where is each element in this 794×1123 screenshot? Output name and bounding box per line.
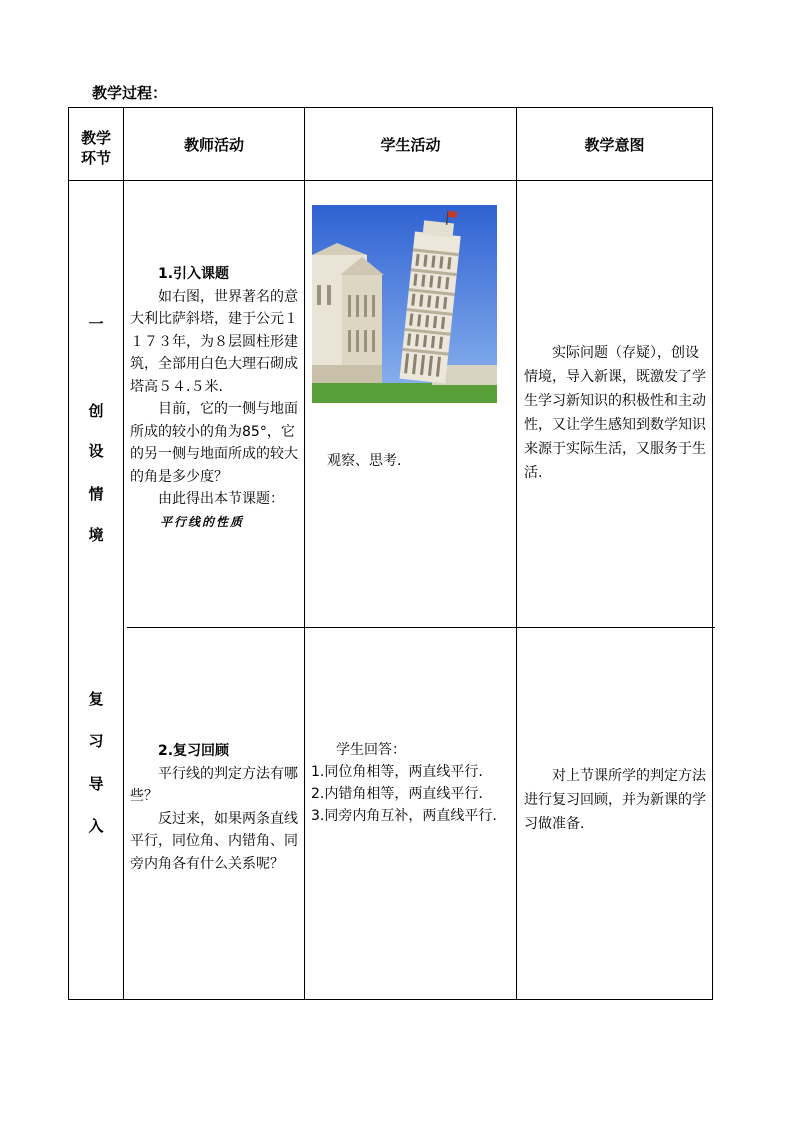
header-divider [68,180,713,181]
student-answer-item: 1.同位角相等，两直线平行. [311,764,483,780]
stage1-char: 设 [88,442,104,460]
col-divider-3 [516,107,517,1000]
row-divider [127,627,715,628]
stage1-char: 情 [88,485,104,503]
review-paragraph-2: 反过来，如果两条直线平行，同位角、内错角、同旁内角各有什么关系呢？ [130,810,298,872]
student-answer-item: 2.内错角相等，两直线平行. [311,786,483,802]
col-divider-2 [304,107,305,1000]
stage2-student-activity [311,739,516,827]
stage2-teaching-intent: 对上节课所学的判定方法进行复习回顾，并为新课的学习做准备. [524,768,706,832]
col-divider-1 [123,107,124,1000]
stage2-char: 入 [88,817,104,835]
intro-title: 1.引入课题 [158,266,230,282]
stage2-char: 导 [88,775,104,793]
leaning-tower-photo [312,205,497,403]
intro-paragraph-3: 由此得出本节课题： [158,491,284,507]
stage1-char: 创 [88,402,104,420]
review-title: 2.复习回顾 [158,743,230,759]
page-heading: 教学过程： [92,84,168,102]
stage1-student-activity: 观察、思考. [327,453,402,469]
stage2-char: 复 [88,690,104,708]
table-border-right [712,107,713,1000]
table-border-bottom [68,999,713,1000]
header-teacher-activity: 教师活动 [183,136,244,154]
stage1-char: 境 [88,526,104,544]
header-stage: 教学 环节 [80,129,111,167]
stage2-char: 习 [88,732,104,750]
intro-paragraph-1: 如右图，世界著名的意大利比萨斜塔，建于公元１１７３年，为８层圆柱形建筑，全部用白色大理石砌成塔高５４.５米. [130,288,298,395]
lesson-topic: 平行线的性质 [160,514,245,529]
stage1-teaching-intent: 实际问题（存疑），创设情境，导入新课，既激发了学生学习新知识的积极性和主动性，又让学生感知到数学知识来源于实际生活，又服务于生活. [524,345,706,481]
intro-paragraph-2: 目前，它的一侧与地面所成的较小的角为85°，它的另一侧与地面所成的较大的角是多少度？ [130,401,298,485]
review-paragraph-1: 平行线的判定方法有哪些？ [130,765,298,804]
header-teaching-intent: 教学意图 [584,136,645,154]
table-border-left [68,107,69,1000]
student-answer-item: 3.同旁内角互补，两直线平行. [311,808,497,824]
table-border-top [68,107,713,108]
stage1-char: 一 [88,315,104,333]
student-answer-intro: 学生回答： [336,742,406,758]
header-student-activity: 学生活动 [380,136,441,154]
stage1-teacher-activity [130,263,298,533]
stage2-teacher-activity [130,740,298,875]
